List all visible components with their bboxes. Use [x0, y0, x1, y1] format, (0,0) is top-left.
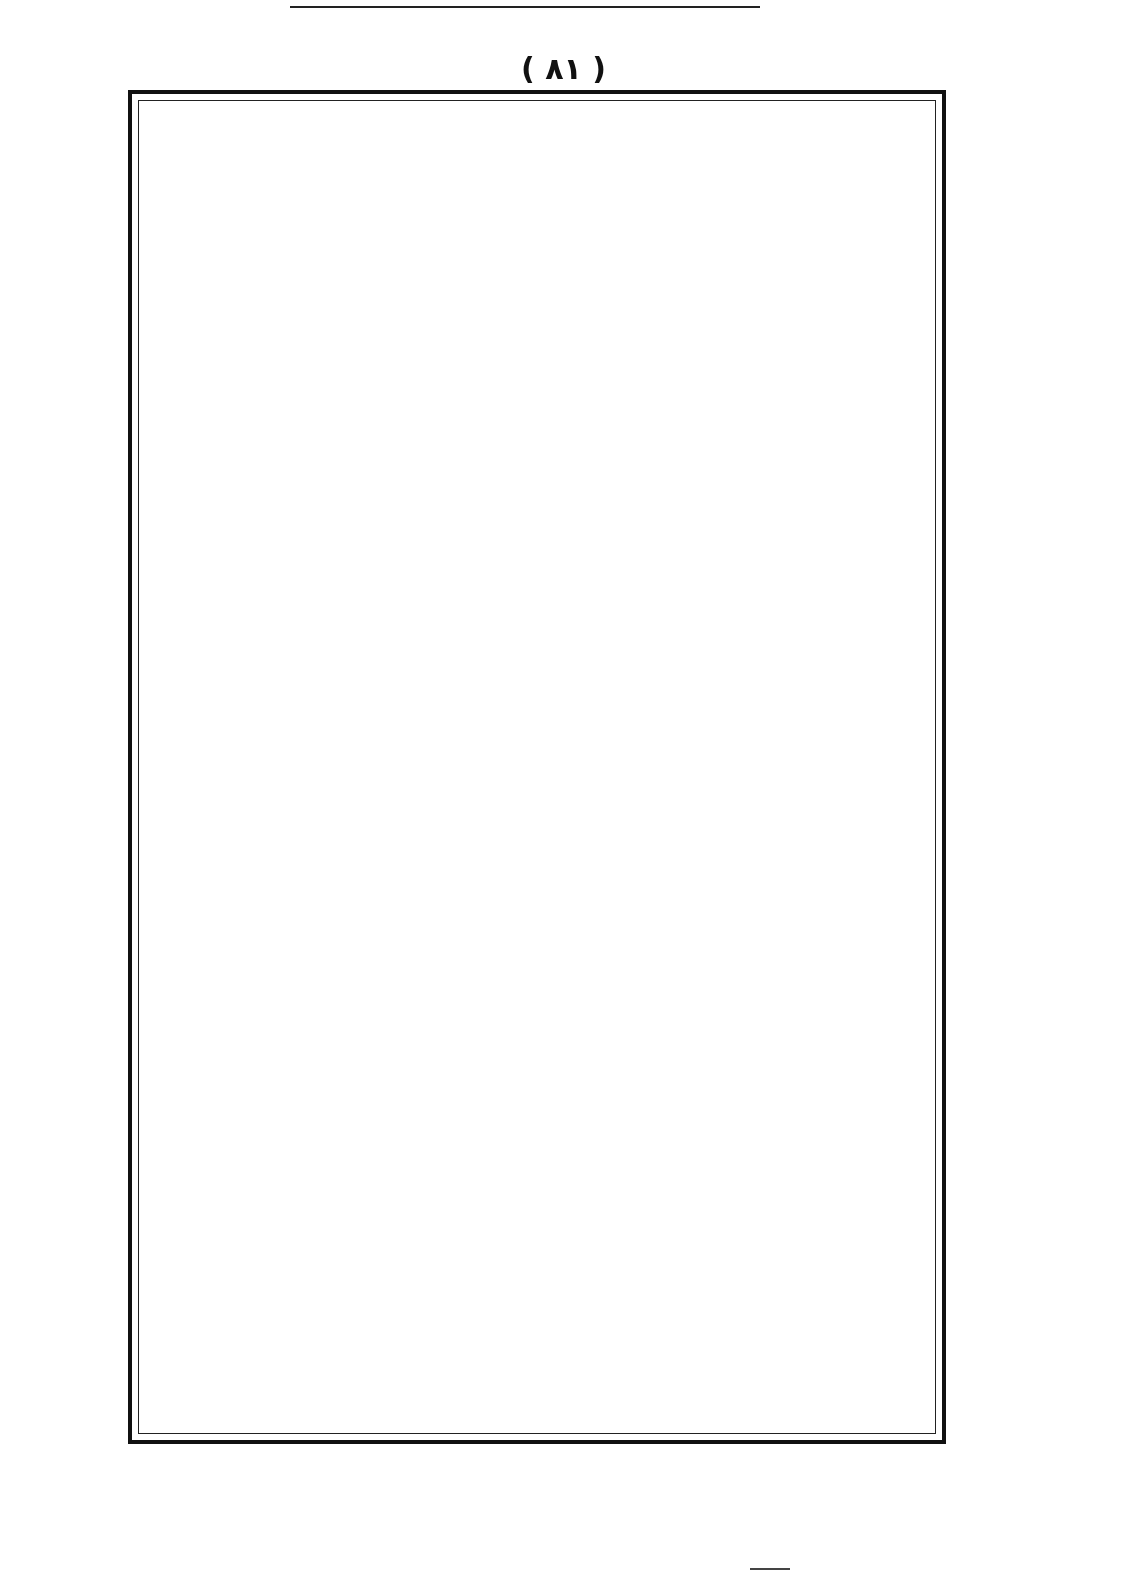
text-line — [153, 684, 921, 735]
text-line — [153, 633, 921, 684]
text-line — [153, 123, 921, 174]
top-rule — [290, 6, 760, 8]
text-line — [153, 735, 921, 786]
page-number: ( ٨١ ) — [521, 52, 606, 87]
bottom-mark — [750, 1568, 790, 1570]
text-line — [153, 1092, 921, 1143]
text-line — [153, 276, 921, 327]
text-line — [153, 174, 921, 225]
text-block — [153, 123, 921, 1423]
text-line — [153, 990, 921, 1041]
text-line — [153, 837, 921, 888]
text-line — [153, 327, 921, 378]
text-line — [153, 225, 921, 276]
text-line — [153, 1041, 921, 1092]
text-line — [153, 1194, 921, 1245]
text-line — [153, 429, 921, 480]
text-line — [153, 480, 921, 531]
text-line — [153, 1347, 921, 1398]
page-frame-inner — [138, 100, 936, 1434]
text-line — [153, 1245, 921, 1296]
text-line — [153, 1143, 921, 1194]
text-line — [153, 378, 921, 429]
text-line — [153, 939, 921, 990]
text-line — [153, 531, 921, 582]
text-line — [153, 786, 921, 837]
text-line — [153, 1296, 921, 1347]
text-line — [153, 582, 921, 633]
text-line — [153, 888, 921, 939]
